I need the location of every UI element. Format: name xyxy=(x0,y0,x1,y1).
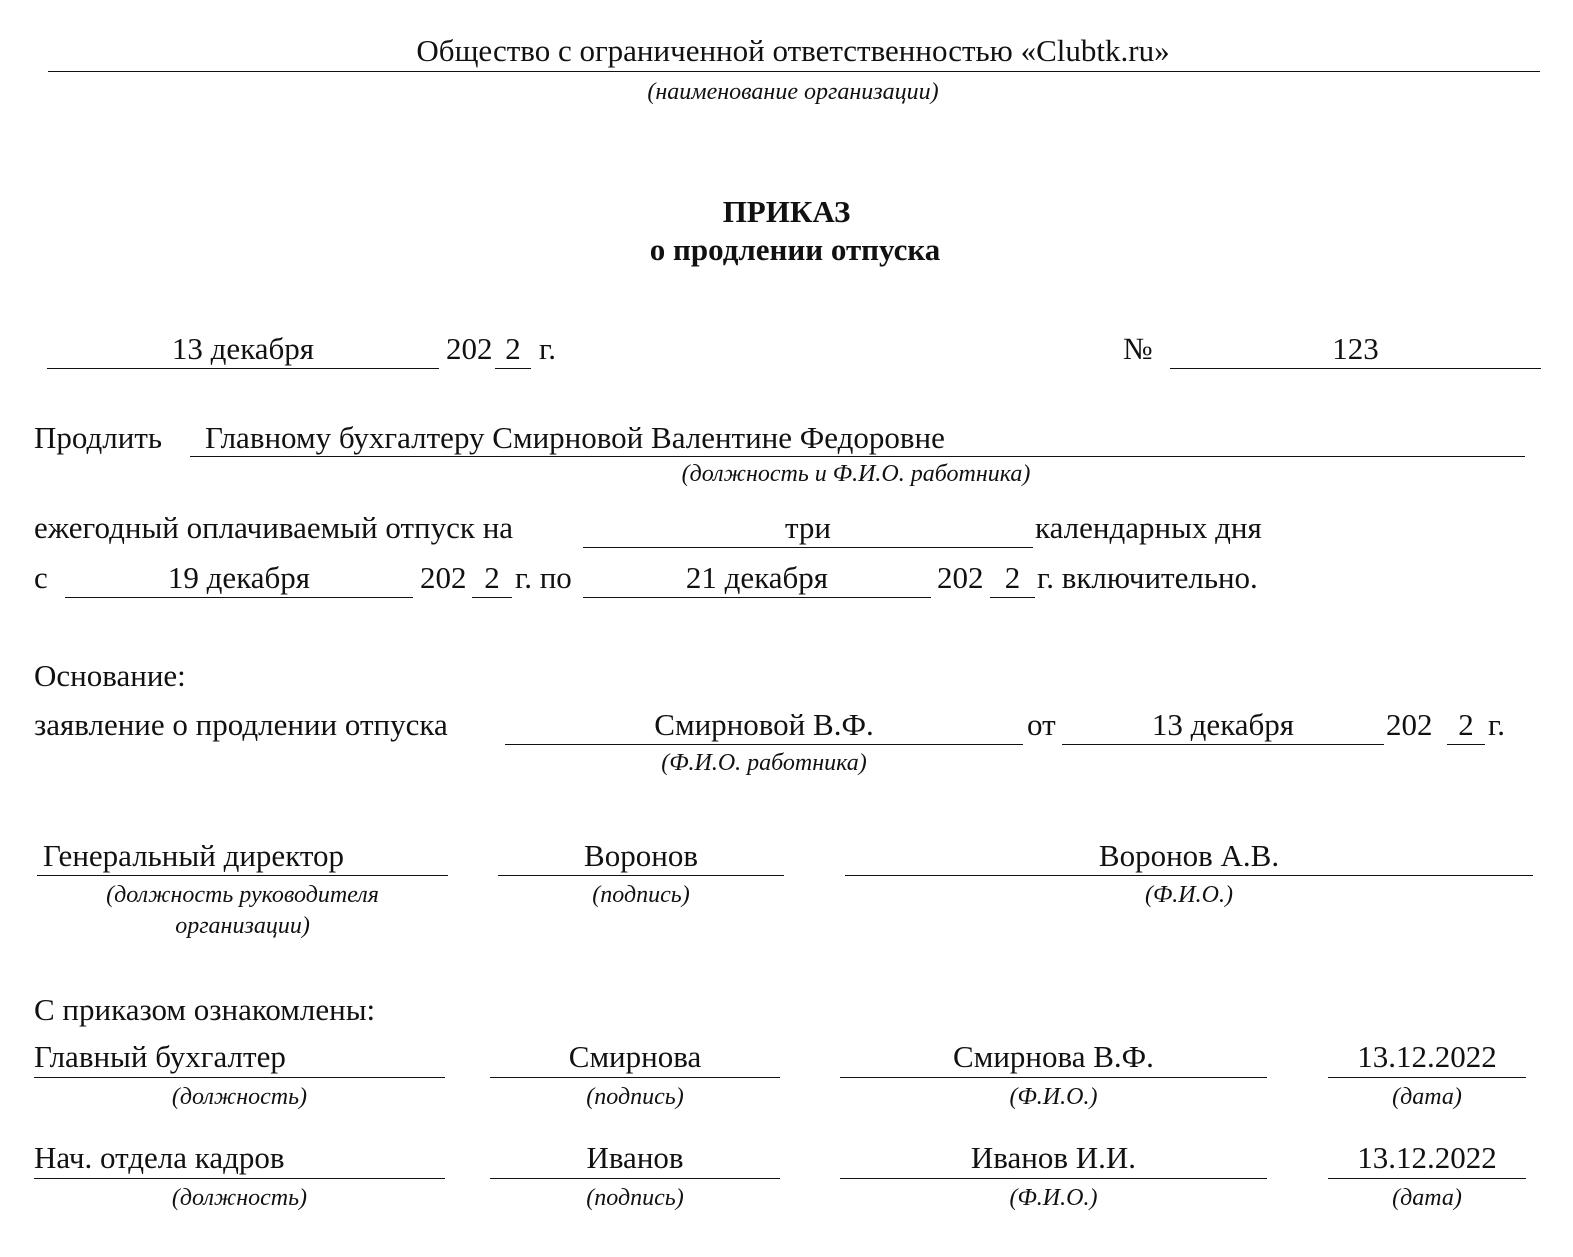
organization-name: Общество с ограниченной ответственностью «Clubtk.ru» xyxy=(416,33,1170,68)
order-number-underline xyxy=(1170,368,1541,369)
leave-days: три xyxy=(784,510,831,545)
basis-employee: Смирновой В.Ф. xyxy=(654,707,874,742)
period-to-year-prefix: 202 xyxy=(937,560,984,595)
order-number: 123 xyxy=(1332,331,1379,366)
period-from-date: 19 декабря xyxy=(167,560,311,595)
acquainted-fio-caption: (Ф.И.О.) xyxy=(1009,1084,1098,1110)
period-to-year-underline xyxy=(990,597,1035,598)
acquainted-date: 13.12.2022 xyxy=(1357,1140,1497,1175)
acquainted-position-caption: (должность) xyxy=(171,1084,308,1110)
acquainted-position: Главный бухгалтер xyxy=(34,1039,286,1074)
order-number-label: № xyxy=(1123,331,1153,366)
extend-label: Продлить xyxy=(34,420,163,455)
acquainted-date: 13.12.2022 xyxy=(1357,1039,1497,1074)
period-from-date-underline xyxy=(65,597,413,598)
acquainted-position-caption: (должность) xyxy=(171,1185,308,1211)
order-date-underline xyxy=(47,368,439,369)
basis-employee-underline xyxy=(505,744,1023,745)
acquainted-position-underline xyxy=(34,1077,445,1078)
director-position-caption-2: организации) xyxy=(175,913,310,939)
basis-from-label: от xyxy=(1027,707,1056,742)
period-from-year-suffix: 2 xyxy=(484,560,500,595)
basis-year-prefix: 202 xyxy=(1386,707,1433,742)
acquainted-fio-caption: (Ф.И.О.) xyxy=(1009,1185,1098,1211)
period-to-date-underline xyxy=(583,597,931,598)
order-date: 13 декабря xyxy=(171,331,315,366)
order-year-prefix: 202 xyxy=(446,331,493,366)
employee-position-name: Главному бухгалтеру Смирновой Валентине Федоровне xyxy=(205,420,945,455)
order-year-suffix: 2 xyxy=(505,331,521,366)
acquainted-signature-underline xyxy=(490,1178,780,1179)
director-position-underline xyxy=(37,875,448,876)
basis-employee-caption: (Ф.И.О. работника) xyxy=(661,750,867,776)
document-subtitle: о продлении отпуска xyxy=(649,232,941,267)
acquainted-signature: Смирнова xyxy=(568,1039,702,1074)
period-to-date: 21 декабря xyxy=(685,560,829,595)
acquainted-signature: Иванов xyxy=(586,1140,684,1175)
basis-label: Основание: xyxy=(34,658,186,693)
acquainted-date-caption: (дата) xyxy=(1392,1185,1462,1211)
basis-year-suffix: 2 xyxy=(1458,707,1474,742)
acquainted-fio-underline xyxy=(840,1178,1267,1179)
document-title: ПРИКАЗ xyxy=(722,194,851,229)
acquainted-signature-caption: (подпись) xyxy=(586,1084,684,1110)
director-position: Генеральный директор xyxy=(43,838,344,873)
acquainted-fio: Смирнова В.Ф. xyxy=(953,1039,1154,1074)
acquainted-date-underline xyxy=(1328,1077,1526,1078)
employee-caption: (должность и Ф.И.О. работника) xyxy=(681,461,1031,487)
basis-year-unit: г. xyxy=(1488,707,1505,742)
organization-caption: (наименование организации) xyxy=(647,79,939,105)
leave-days-unit: календарных дня xyxy=(1035,510,1262,545)
period-from-year-prefix: 202 xyxy=(420,560,467,595)
period-to-label: г. по xyxy=(515,560,572,595)
basis-text: заявление о продлении отпуска xyxy=(34,707,448,742)
director-signature-caption: (подпись) xyxy=(592,882,690,908)
director-fio: Воронов А.В. xyxy=(1098,838,1280,873)
acquainted-signature-underline xyxy=(490,1077,780,1078)
employee-underline xyxy=(190,456,1525,457)
acquainted-label: С приказом ознакомлены: xyxy=(34,992,376,1027)
leave-text: ежегодный оплачиваемый отпуск на xyxy=(34,510,514,545)
acquainted-position: Нач. отдела кадров xyxy=(34,1140,285,1175)
director-signature-underline xyxy=(498,875,784,876)
director-fio-underline xyxy=(845,875,1533,876)
order-year-underline xyxy=(495,368,531,369)
order-year-unit: г. xyxy=(539,331,556,366)
basis-date-underline xyxy=(1062,744,1384,745)
basis-year-underline xyxy=(1447,744,1485,745)
acquainted-signature-caption: (подпись) xyxy=(586,1185,684,1211)
acquainted-fio-underline xyxy=(840,1077,1267,1078)
acquainted-position-underline xyxy=(34,1178,445,1179)
director-position-caption-1: (должность руководителя xyxy=(106,882,379,908)
acquainted-date-caption: (дата) xyxy=(1392,1084,1462,1110)
organization-underline xyxy=(48,71,1540,72)
period-from-label: с xyxy=(34,560,48,595)
acquainted-date-underline xyxy=(1328,1178,1526,1179)
basis-date: 13 декабря xyxy=(1151,707,1295,742)
director-fio-caption: (Ф.И.О.) xyxy=(1145,882,1233,908)
director-signature: Воронов xyxy=(584,838,698,873)
period-from-year-underline xyxy=(472,597,512,598)
period-to-year-suffix: 2 xyxy=(1004,560,1021,595)
acquainted-fio: Иванов И.И. xyxy=(970,1140,1137,1175)
period-to-end: г. включительно. xyxy=(1037,560,1258,595)
leave-days-underline xyxy=(583,547,1033,548)
